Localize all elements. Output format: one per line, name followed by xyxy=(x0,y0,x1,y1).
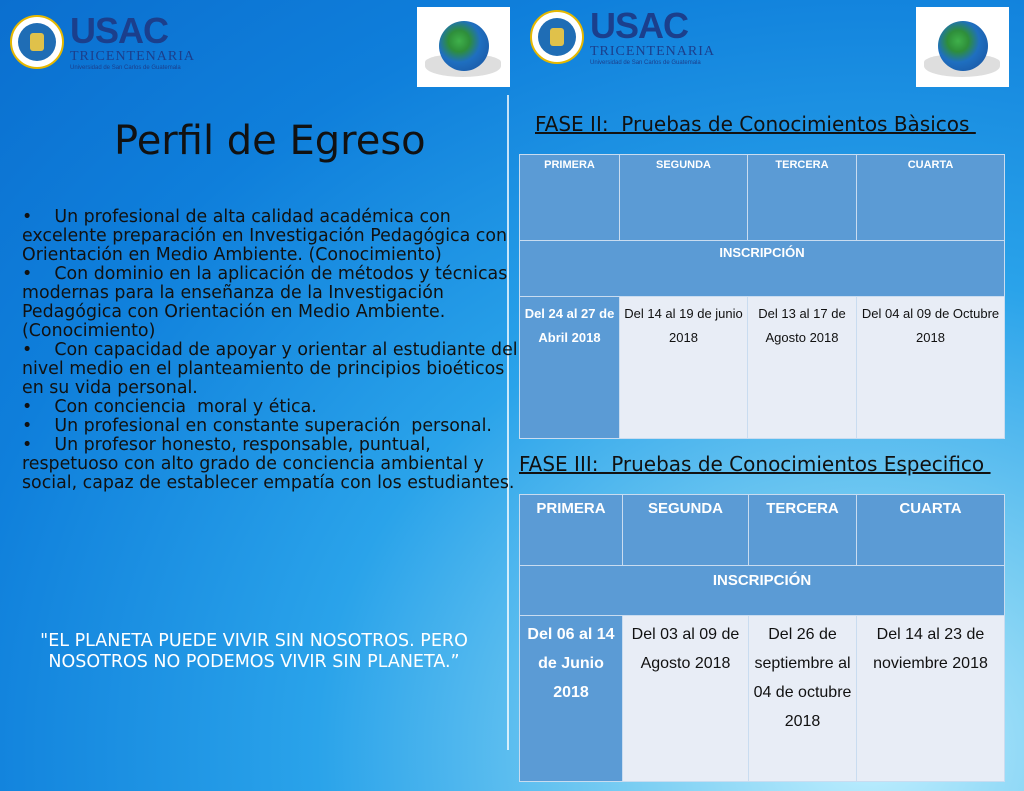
usac-seal-icon xyxy=(530,10,584,64)
university-name: Universidad de San Carlos de Guatemala xyxy=(70,65,181,71)
header-cuarta: CUARTA xyxy=(857,155,1005,241)
usac-logo-text: USAC xyxy=(70,10,169,51)
planet-quote: "EL PLANETA PUEDE VIVIR SIN NOSOTROS. PERO NOSOTROS NO PODEMOS VIVIR SIN PLANETA.” xyxy=(40,631,468,672)
date-cell: Del 13 al 17 de Agosto 2018 xyxy=(748,297,857,439)
usac-logo-text: USAC xyxy=(590,5,689,46)
profile-item: • Un profesional en constante superación personal. xyxy=(22,416,492,436)
inscripcion-row xyxy=(520,241,1005,297)
globe-logo-right xyxy=(916,7,1009,87)
tricentenaria-text: TRICENTENARIA xyxy=(70,49,195,64)
phase2-table xyxy=(519,154,1005,439)
usac-logo-right xyxy=(530,5,715,66)
profile-item: • Un profesional de alta calidad académica con excelente preparación en Investigación Pedagógica con Orientación en Medio Ambiente. (Conocimiento) xyxy=(22,207,513,265)
phase3-table xyxy=(519,494,1005,782)
date-cell: Del 14 al 23 de noviembre 2018 xyxy=(857,616,1005,782)
page-title: Perfil de Egreso xyxy=(114,118,426,164)
globe-icon xyxy=(938,21,988,71)
phase3-title: FASE III: Pruebas de Conocimientos Especifico xyxy=(519,452,991,476)
date-cell: Del 24 al 27 de Abril 2018 xyxy=(520,297,620,439)
globe-logo-left xyxy=(417,7,510,87)
date-cell: Del 04 al 09 de Octubre 2018 xyxy=(857,297,1005,439)
table-row xyxy=(520,297,1005,439)
header-primera: PRIMERA xyxy=(520,495,623,566)
header-cuarta: CUARTA xyxy=(857,495,1005,566)
header-segunda: SEGUNDA xyxy=(620,155,748,241)
profile-item: • Con capacidad de apoyar y orientar al estudiante del nivel medio en el planteamiento de principios bioéticos en su vida personal. xyxy=(22,340,518,398)
date-cell: Del 14 al 19 de junio 2018 xyxy=(620,297,748,439)
tricentenaria-text: TRICENTENARIA xyxy=(590,44,715,59)
inscripcion-label: INSCRIPCIÓN xyxy=(520,566,1005,616)
university-name: Universidad de San Carlos de Guatemala xyxy=(590,60,701,66)
globe-icon xyxy=(439,21,489,71)
table-header-row xyxy=(520,155,1005,241)
header-tercera: TERCERA xyxy=(749,495,857,566)
profile-list xyxy=(22,208,522,493)
table-row xyxy=(520,616,1005,782)
date-cell: Del 26 de septiembre al 04 de octubre 2018 xyxy=(749,616,857,782)
header-primera: PRIMERA xyxy=(520,155,620,241)
phase2-title: FASE II: Pruebas de Conocimientos Bàsicos xyxy=(535,112,976,136)
profile-item: • Con dominio en la aplicación de métodos y técnicas modernas para la enseñanza de la Investigación Pedagógica con Orientación en Medio Ambiente. (Conocimiento) xyxy=(22,264,513,341)
date-cell: Del 03 al 09 de Agosto 2018 xyxy=(623,616,749,782)
table-header-row xyxy=(520,495,1005,566)
usac-seal-icon xyxy=(10,15,64,69)
header-segunda: SEGUNDA xyxy=(623,495,749,566)
inscripcion-label: INSCRIPCIÓN xyxy=(520,241,1005,297)
inscripcion-row xyxy=(520,566,1005,616)
usac-logo-left xyxy=(10,10,195,71)
profile-item: • Un profesor honesto, responsable, puntual, respetuoso con alto grado de conciencia ambiental y social, capaz de establecer empatía con los estudiantes. xyxy=(22,435,515,493)
header-tercera: TERCERA xyxy=(748,155,857,241)
date-cell: Del 06 al 14 de Junio 2018 xyxy=(520,616,623,782)
profile-item: • Con conciencia moral y ética. xyxy=(22,397,317,417)
